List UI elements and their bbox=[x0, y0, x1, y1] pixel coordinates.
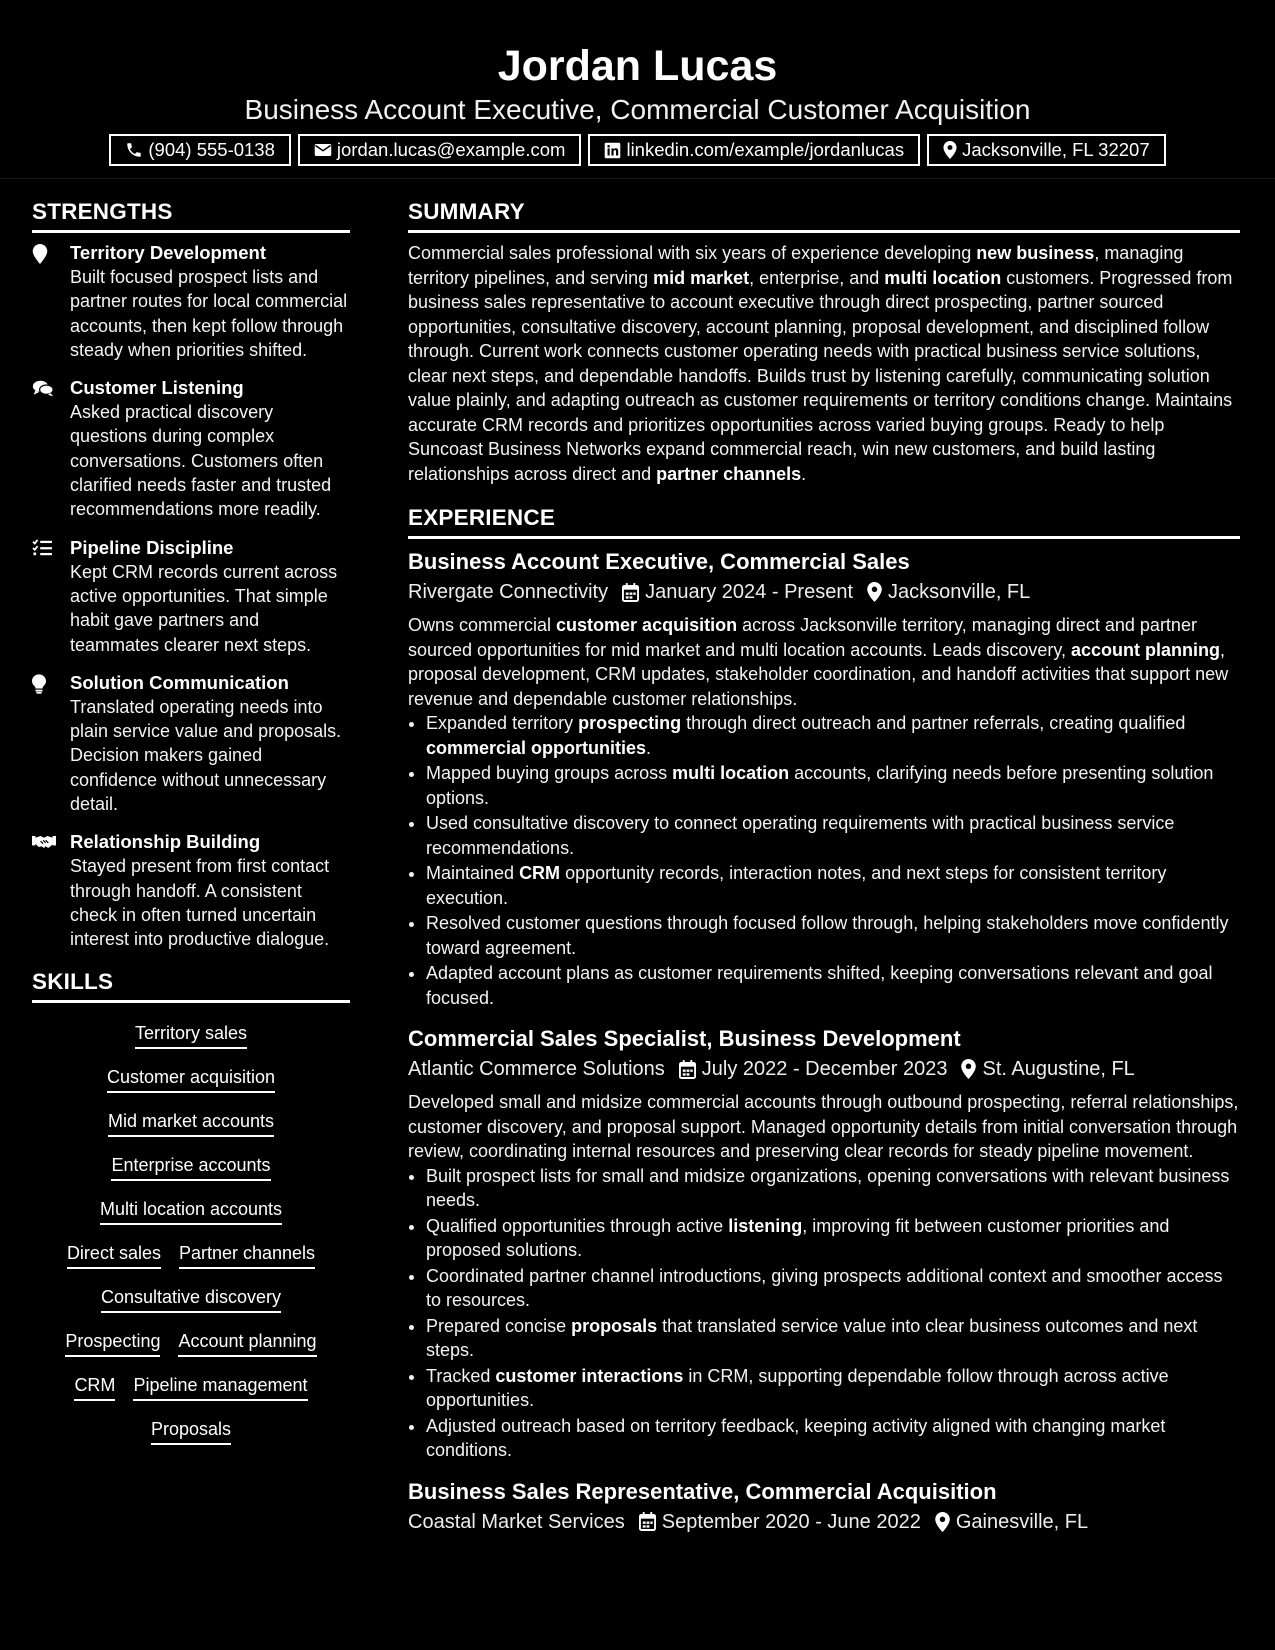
job-title: Business Sales Representative, Commercial Acquisition bbox=[408, 1478, 997, 1504]
skill-tag: CRM bbox=[74, 1373, 115, 1401]
job-summary: Owns commercial customer acquisition across Jacksonville territory, managing direct and partner sourced opportunities for mid market and multi location accounts. Leads discovery, account planning, proposal development, CRM updates, stakeholder coordination, and handoff activities that support new revenue and dependable customer relationships. bbox=[408, 615, 1229, 709]
location-pin-icon bbox=[943, 141, 957, 159]
linkedin-icon bbox=[604, 142, 621, 159]
strength-title: Relationship Building bbox=[70, 831, 261, 853]
phone-contact[interactable] bbox=[109, 134, 291, 166]
job-bullet: • Built prospect lists for small and midsize organizations, opening conversations with relevant business needs. bbox=[426, 1164, 1240, 1213]
job-location: Gainesville, FL bbox=[955, 1510, 1089, 1533]
strength-title: Pipeline Discipline bbox=[70, 536, 234, 558]
job-summary: Developed small and midsize commercial accounts through outbound prospecting, referral relationships, customer discovery, and proposal support. Managed opportunity details from initial conversation through review, coordinating internal resources and preserving clear records for steady pipeline movement. bbox=[408, 1092, 1239, 1161]
skill-tag: Multi location accounts bbox=[100, 1197, 282, 1225]
contact-bar bbox=[0, 134, 1275, 166]
summary-heading: SUMMARY bbox=[408, 196, 1240, 233]
job-bullet: • Prepared concise proposals that translated service value into clear business outcomes and next steps. bbox=[426, 1314, 1240, 1363]
job-entry bbox=[408, 1477, 1240, 1537]
strength-description: Built focused prospect lists and partner routes for local commercial accounts, then kept follow through steady when priorities shifted. bbox=[70, 267, 348, 360]
email-contact[interactable] bbox=[298, 134, 582, 166]
checklist-icon bbox=[32, 536, 70, 657]
job-company: Rivergate Connectivity bbox=[408, 581, 609, 603]
job-dates: September 2020 - June 2022 bbox=[661, 1510, 921, 1533]
experience-heading: EXPERIENCE bbox=[408, 502, 1240, 539]
skills-row bbox=[40, 1329, 342, 1357]
skills-row bbox=[40, 1285, 342, 1313]
job-bullet: • Mapped buying groups across multi location accounts, clarifying needs before presenting solution options. bbox=[426, 761, 1240, 810]
linkedin-text: linkedin.com/example/jordanlucas bbox=[626, 139, 905, 160]
pin-icon bbox=[32, 241, 70, 362]
location-pin-icon bbox=[935, 1512, 950, 1532]
skills-row bbox=[40, 1021, 342, 1049]
strength-description: Asked practical discovery questions during complex conversations. Customers often clarified needs faster and trusted recommendations more readily. bbox=[70, 402, 332, 520]
skill-tag: Proposals bbox=[151, 1417, 231, 1445]
skill-tag: Prospecting bbox=[65, 1329, 160, 1357]
job-bullet: • Adjusted outreach based on territory feedback, keeping activity aligned with changing market conditions. bbox=[426, 1414, 1240, 1463]
skill-tag: Mid market accounts bbox=[108, 1109, 274, 1137]
location-text: Jacksonville, FL 32207 bbox=[962, 139, 1150, 160]
candidate-title: Business Account Executive, Commercial Customer Acquisition bbox=[244, 94, 1031, 125]
strengths-heading: STRENGTHS bbox=[32, 196, 350, 233]
right-column bbox=[408, 196, 1240, 1543]
skills-row bbox=[40, 1241, 342, 1269]
skill-tag: Partner channels bbox=[179, 1241, 315, 1269]
strength-item bbox=[32, 830, 350, 951]
skills-list bbox=[32, 1011, 350, 1445]
skill-tag: Territory sales bbox=[135, 1021, 247, 1049]
strengths-list bbox=[32, 241, 350, 952]
chat-bubbles-icon bbox=[32, 376, 70, 521]
job-bullet: • Maintained CRM opportunity records, interaction notes, and next steps for consistent territory execution. bbox=[426, 861, 1240, 910]
job-bullet: • Coordinated partner channel introductions, giving prospects additional context and smoother access to resources. bbox=[426, 1264, 1240, 1313]
strength-title: Solution Communication bbox=[70, 671, 289, 693]
email-text: jordan.lucas@example.com bbox=[336, 139, 566, 160]
job-entry bbox=[408, 1024, 1240, 1463]
strength-body bbox=[70, 536, 350, 657]
job-bullet: • Expanded territory prospecting through direct outreach and partner referrals, creating qualified commercial opportunities. bbox=[426, 711, 1240, 760]
envelope-icon bbox=[314, 142, 332, 158]
job-title: Business Account Executive, Commercial Sales bbox=[408, 549, 910, 574]
job-location: St. Augustine, FL bbox=[982, 1058, 1135, 1080]
left-column bbox=[32, 196, 350, 1461]
job-dates: July 2022 - December 2023 bbox=[701, 1058, 948, 1080]
strength-description: Stayed present from first contact through handoff. A consistent check in often turned uncertain interest into productive dialogue. bbox=[70, 856, 330, 950]
skill-tag: Customer acquisition bbox=[107, 1065, 275, 1093]
linkedin-contact[interactable] bbox=[588, 134, 920, 166]
candidate-name: Jordan Lucas bbox=[497, 42, 778, 90]
strength-body bbox=[70, 671, 350, 816]
resume-header bbox=[0, 0, 1275, 179]
strength-title: Territory Development bbox=[70, 242, 267, 263]
summary-text: Commercial sales professional with six years of experience developing new business, managing territory pipelines, and serving mid market, enterprise, and multi location customers. Progressed from business sales representative to account executive through direct prospecting, partner sourced opportunities, consultative discovery, account planning, proposal development, and disciplined follow through. Current work connects customer operating needs with practical business service solutions, clear next steps, and dependable handoffs. Builds trust by listening carefully, communicating solution value plainly, and adapting outreach as customer requirements or territory conditions change. Maintains accurate CRM records and prioritizes opportunities across varied buying groups. Ready to help Suncoast Business Networks expand commercial reach, win new customers, and build lasting relationships across direct and partner channels. bbox=[408, 243, 1233, 484]
job-dates: January 2024 - Present bbox=[645, 581, 853, 603]
skills-row bbox=[40, 1417, 342, 1445]
strength-description: Translated operating needs into plain service value and proposals. Decision makers gained confidence without unnecessary detail. bbox=[70, 696, 342, 815]
job-bullet: • Resolved customer questions through focused follow through, helping stakeholders move confidently toward agreement. bbox=[426, 911, 1240, 960]
phone-icon bbox=[125, 141, 143, 159]
skills-row bbox=[40, 1065, 342, 1093]
skills-row bbox=[40, 1373, 342, 1401]
skill-tag: Account planning bbox=[178, 1329, 316, 1357]
calendar-icon bbox=[679, 1060, 696, 1079]
skill-tag: Direct sales bbox=[67, 1241, 161, 1269]
skill-tag: Enterprise accounts bbox=[111, 1153, 270, 1181]
job-bullets bbox=[408, 711, 1240, 1010]
job-meta bbox=[408, 1507, 1240, 1537]
location-pin-icon bbox=[867, 582, 882, 602]
skills-row bbox=[40, 1197, 342, 1225]
job-bullets bbox=[408, 1164, 1240, 1463]
strength-title: Customer Listening bbox=[70, 377, 244, 399]
job-meta bbox=[408, 577, 1240, 607]
strength-body bbox=[70, 241, 350, 362]
phone-text: (904) 555-0138 bbox=[148, 139, 275, 160]
job-title: Commercial Sales Specialist, Business Development bbox=[408, 1026, 961, 1051]
job-bullet: • Adapted account plans as customer requirements shifted, keeping conversations relevant and goal focused. bbox=[426, 961, 1240, 1010]
strength-description: Kept CRM records current across active opportunities. That simple habit gave partners and teammates clearer next steps. bbox=[70, 561, 338, 655]
calendar-icon bbox=[639, 1512, 656, 1531]
skills-row bbox=[40, 1153, 342, 1181]
calendar-icon bbox=[622, 583, 639, 602]
job-company: Atlantic Commerce Solutions bbox=[408, 1058, 665, 1080]
handshake-icon bbox=[32, 830, 70, 951]
lightbulb-icon bbox=[32, 671, 70, 816]
strength-item bbox=[32, 376, 350, 521]
strength-body bbox=[70, 830, 350, 951]
strength-item bbox=[32, 671, 350, 816]
job-bullet: • Tracked customer interactions in CRM, supporting dependable follow through across active opportunities. bbox=[426, 1364, 1240, 1413]
job-meta bbox=[408, 1054, 1240, 1084]
job-location: Jacksonville, FL bbox=[888, 581, 1031, 603]
skill-tag: Consultative discovery bbox=[101, 1285, 281, 1313]
skills-row bbox=[40, 1109, 342, 1137]
skills-heading: SKILLS bbox=[32, 966, 350, 1003]
experience-list bbox=[408, 547, 1240, 1537]
job-bullet: • Used consultative discovery to connect operating requirements with practical business service recommendations. bbox=[426, 811, 1240, 860]
job-bullet: • Qualified opportunities through active listening, improving fit between customer priorities and proposed solutions. bbox=[426, 1214, 1240, 1263]
job-company: Coastal Market Services bbox=[408, 1510, 625, 1533]
job-entry bbox=[408, 547, 1240, 1010]
location-pin-icon bbox=[961, 1059, 976, 1079]
skill-tag: Pipeline management bbox=[133, 1373, 307, 1401]
location-contact bbox=[927, 134, 1166, 166]
strength-item bbox=[32, 536, 350, 657]
strength-item bbox=[32, 241, 350, 362]
strength-body bbox=[70, 376, 350, 521]
